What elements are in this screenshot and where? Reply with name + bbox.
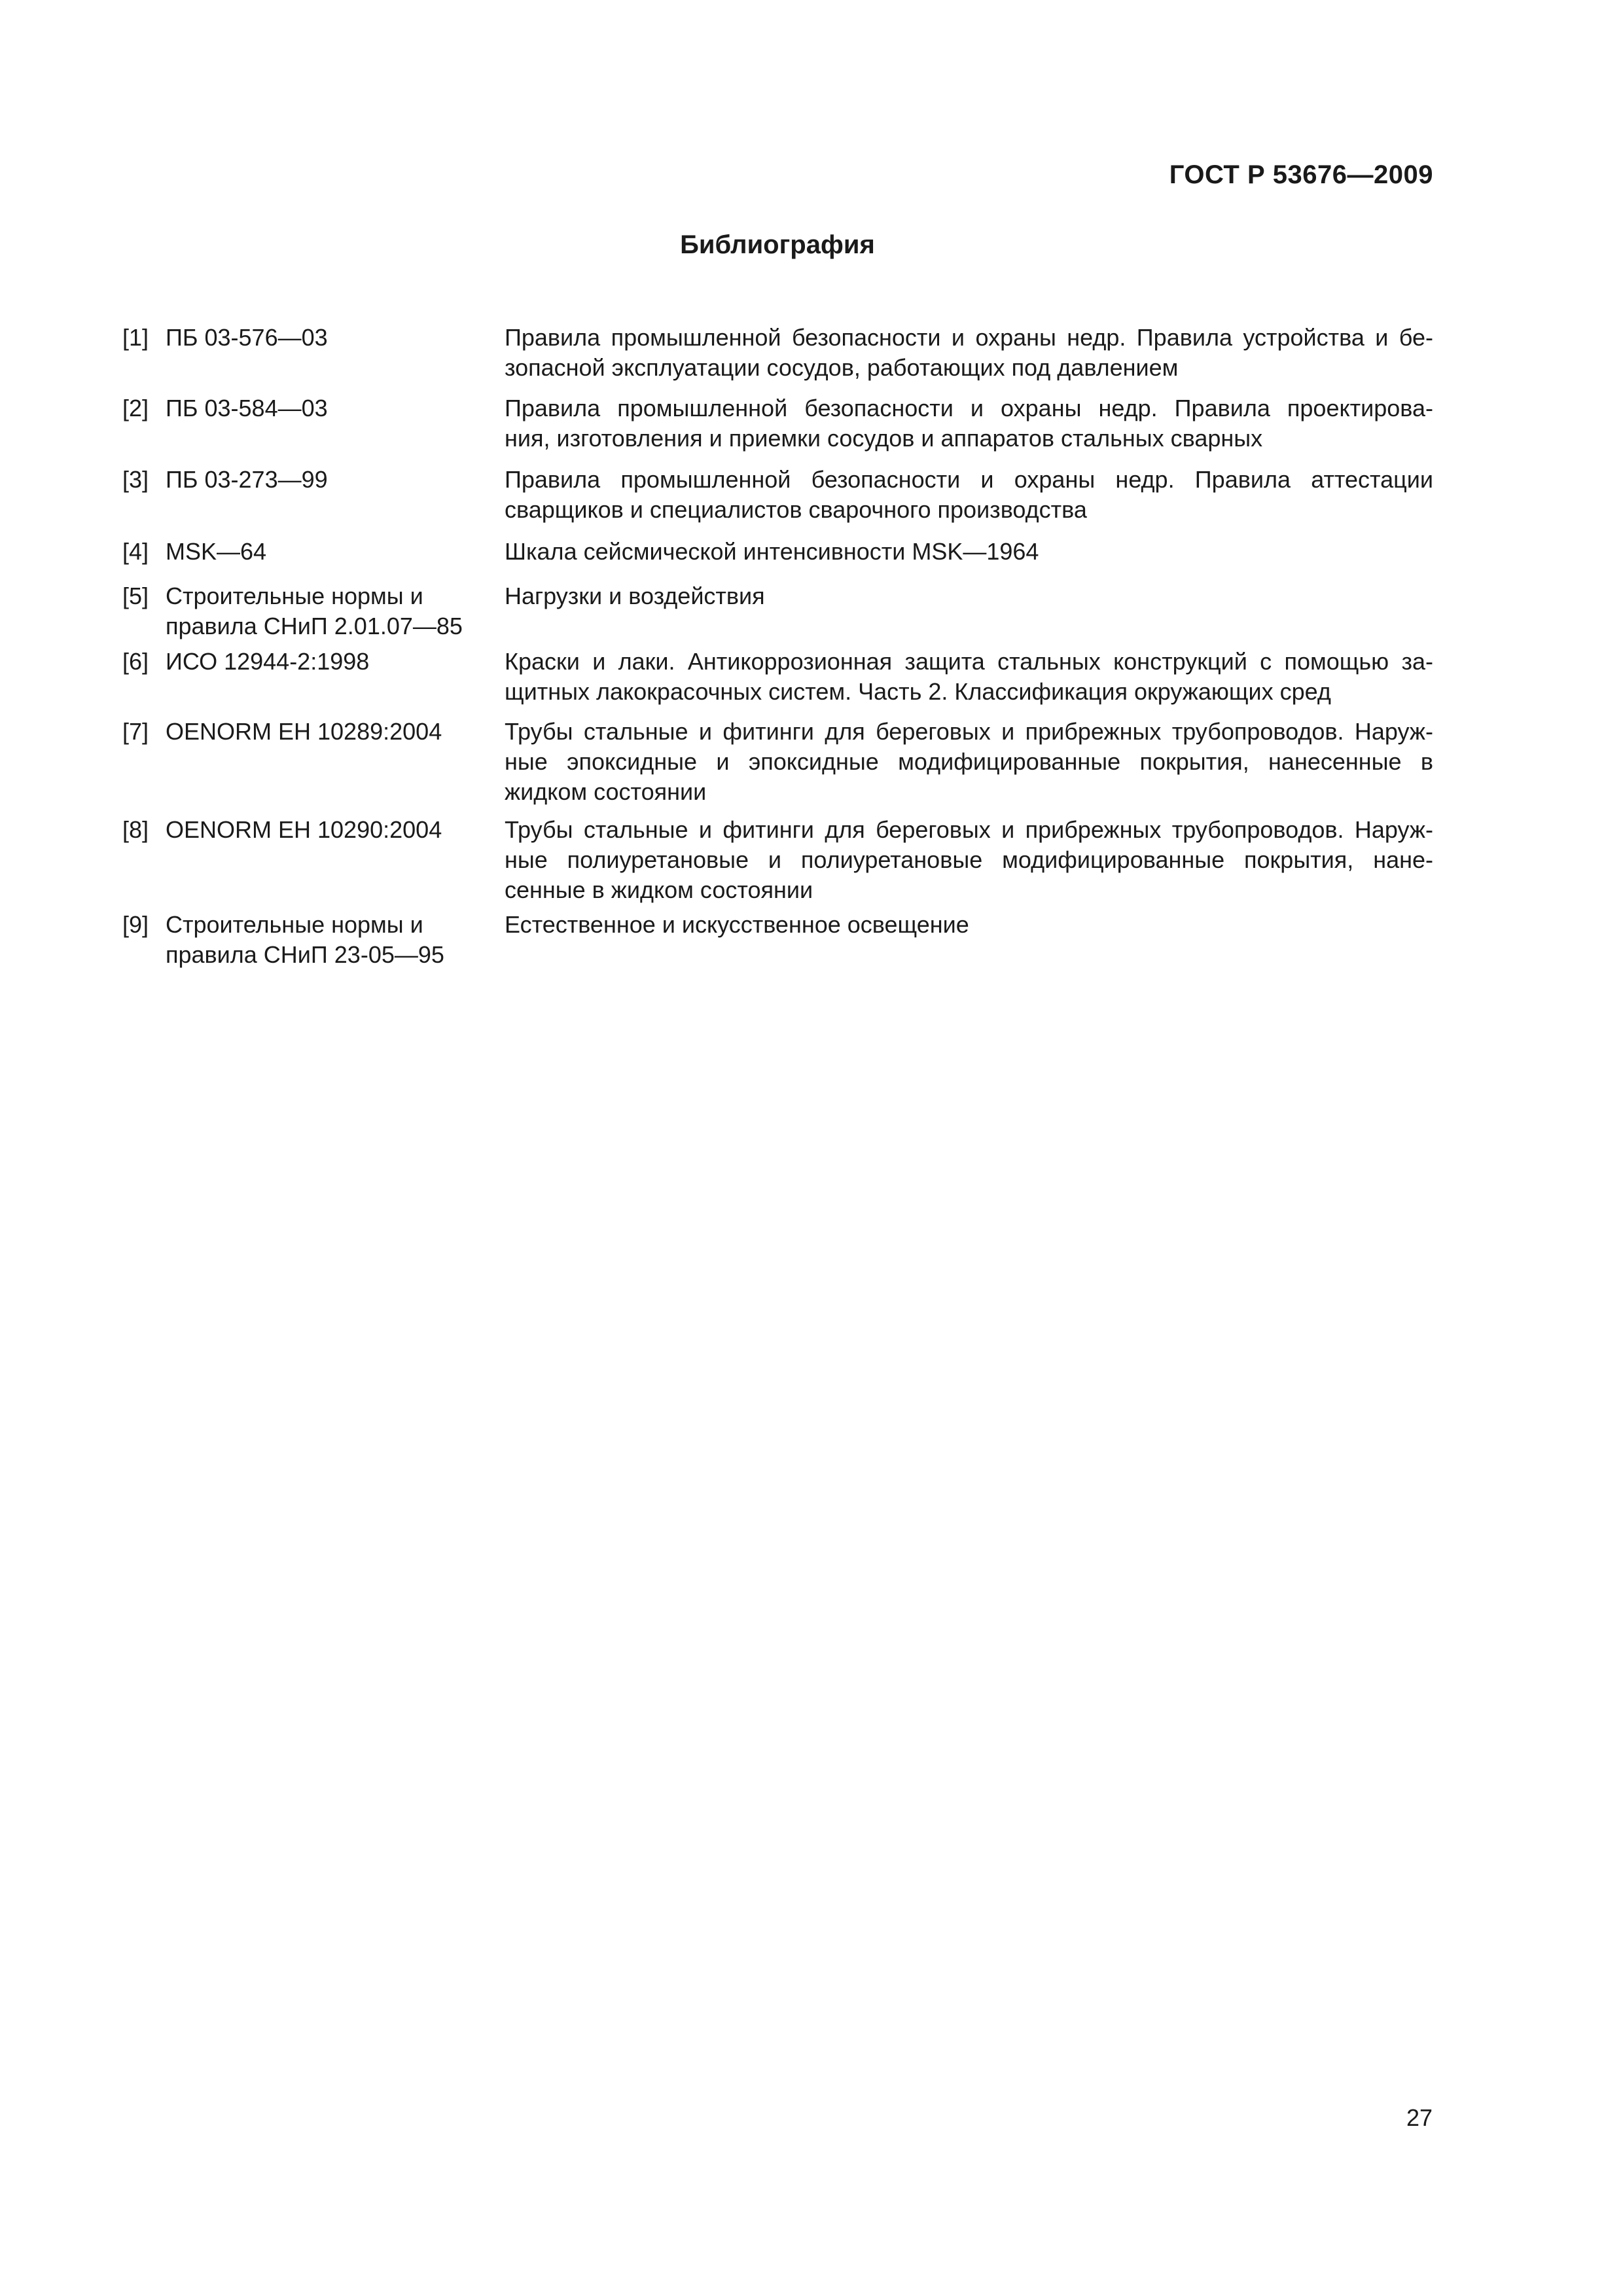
- entry-title-line: Трубы стальные и фитинги для береговых и прибрежных трубопроводов. Наруж-: [505, 816, 1433, 843]
- entry-reference: [166, 717, 505, 747]
- bibliography-entry: [122, 910, 1433, 975]
- bibliography-entry: [122, 815, 1433, 910]
- entry-reference-line: MSK—64: [166, 538, 267, 565]
- entry-title: [505, 537, 1433, 567]
- entry-title: [505, 393, 1433, 454]
- entry-title-line: Правила промышленной безопасности и охраны недр. Правила аттестации: [505, 466, 1433, 493]
- entry-title-line: Шкала сейсмической интенсивности MSK—1964: [505, 538, 1039, 565]
- entry-reference-line: ПБ 03-584—03: [166, 395, 328, 422]
- bibliography-entry: [122, 581, 1433, 647]
- entry-reference-line: ИСО 12944-2:1998: [166, 648, 370, 675]
- entry-reference: [166, 393, 505, 423]
- entry-number: [7]: [122, 718, 149, 745]
- bibliography-entry: [122, 647, 1433, 717]
- entry-reference: [166, 815, 505, 845]
- entry-title-line: Краски и лаки. Антикоррозионная защита стальных конструкций с помощью за-: [505, 648, 1433, 675]
- bibliography-entry: [122, 323, 1433, 393]
- entry-reference: [166, 581, 505, 641]
- bibliography-list: [122, 323, 1433, 975]
- entry-number: [1]: [122, 324, 149, 351]
- entry-reference: [166, 465, 505, 495]
- page-number: 27: [1406, 2104, 1433, 2131]
- entry-reference-line: ПБ 03-273—99: [166, 466, 328, 493]
- entry-title-line: щитных лакокрасочных систем. Часть 2. Классификация окружающих сред: [505, 678, 1331, 705]
- entry-reference-line: Строительные нормы и: [166, 583, 423, 609]
- entry-number: [8]: [122, 816, 149, 843]
- section-title: Библиография: [680, 230, 875, 259]
- entry-reference-line: правила СНиП 2.01.07—85: [166, 613, 463, 639]
- entry-title-line: Правила промышленной безопасности и охраны недр. Правила устройства и бе-: [505, 324, 1433, 351]
- entry-number: [3]: [122, 466, 149, 493]
- bibliography-entry: [122, 717, 1433, 815]
- entry-reference-line: ПБ 03-576—03: [166, 324, 328, 351]
- entry-reference-line: OENORM EH 10289:2004: [166, 718, 442, 745]
- entry-title: [505, 647, 1433, 707]
- entry-title-line: ные полиуретановые и полиуретановые модифицированные покрытия, нане-: [505, 846, 1433, 873]
- entry-title-line: ные эпоксидные и эпоксидные модифицированные покрытия, нанесенные в: [505, 748, 1433, 775]
- entry-title: [505, 323, 1433, 383]
- entry-title-line: Нагрузки и воздействия: [505, 583, 765, 609]
- bibliography-entry: [122, 465, 1433, 537]
- entry-reference-line: Строительные нормы и: [166, 911, 423, 938]
- entry-number: [6]: [122, 648, 149, 675]
- entry-title-line: сенные в жидком состоянии: [505, 876, 813, 903]
- entry-title-line: сварщиков и специалистов сварочного производства: [505, 496, 1087, 523]
- entry-number: [5]: [122, 583, 149, 609]
- entry-number: [4]: [122, 538, 149, 565]
- entry-reference: [166, 323, 505, 353]
- document-code: ГОСТ Р 53676—2009: [1169, 160, 1433, 189]
- entry-title: [505, 815, 1433, 905]
- entry-title-line: жидком состоянии: [505, 778, 707, 805]
- entry-number: [9]: [122, 911, 149, 938]
- entry-reference-line: OENORM EH 10290:2004: [166, 816, 442, 843]
- entry-title-line: Правила промышленной безопасности и охраны недр. Правила проектирова-: [505, 395, 1433, 422]
- entry-title: [505, 581, 1433, 611]
- entry-reference: [166, 647, 505, 677]
- entry-reference-line: правила СНиП 23-05—95: [166, 941, 444, 968]
- entry-reference: [166, 910, 505, 970]
- entry-title-line: Трубы стальные и фитинги для береговых и прибрежных трубопроводов. Наруж-: [505, 718, 1433, 745]
- bibliography-entry: [122, 537, 1433, 581]
- entry-title: [505, 910, 1433, 940]
- entry-title-line: зопасной эксплуатации сосудов, работающих под давлением: [505, 354, 1179, 381]
- entry-reference: [166, 537, 505, 567]
- entry-title: [505, 465, 1433, 525]
- entry-title-line: Естественное и искусственное освещение: [505, 911, 969, 938]
- entry-title: [505, 717, 1433, 807]
- bibliography-entry: [122, 393, 1433, 465]
- entry-number: [2]: [122, 395, 149, 422]
- entry-title-line: ния, изготовления и приемки сосудов и аппаратов стальных сварных: [505, 425, 1263, 452]
